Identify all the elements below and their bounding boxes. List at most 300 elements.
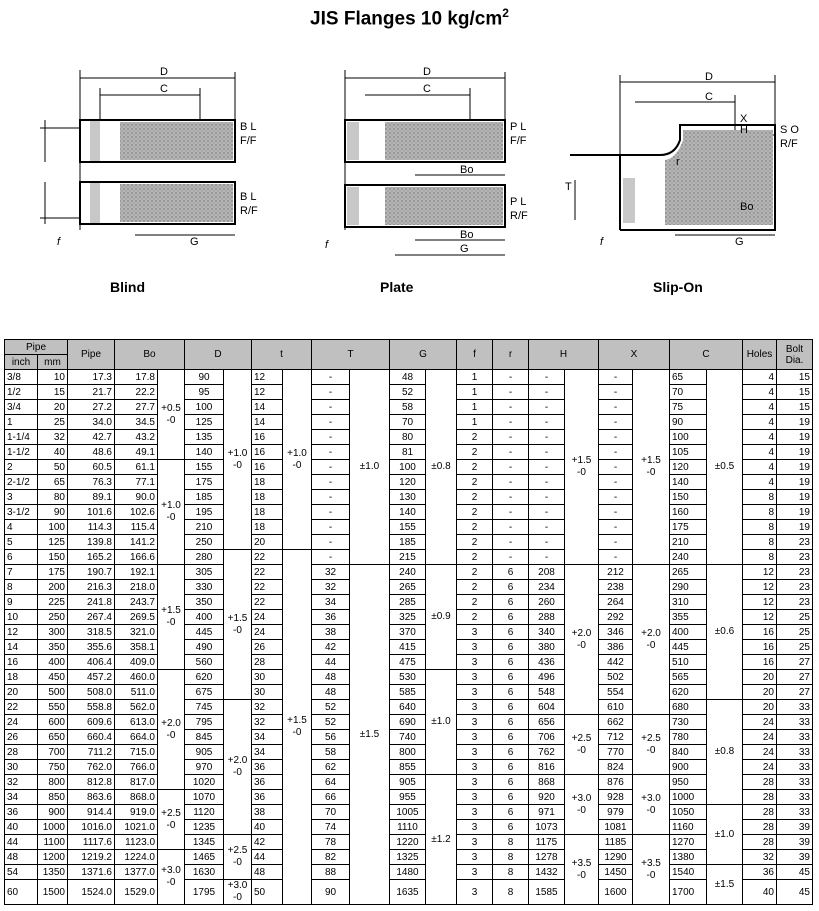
- g-cell: 690: [390, 715, 426, 730]
- h-cell: 260: [529, 595, 565, 610]
- c-tolerance: ±1.0: [707, 805, 743, 865]
- d-cell: 1465: [185, 850, 224, 865]
- r-cell: -: [493, 445, 529, 460]
- g-cell: 955: [390, 790, 426, 805]
- pipe-mm-cell: 850: [38, 790, 68, 805]
- c-cell: 400: [670, 625, 707, 640]
- t-cell: 14: [252, 415, 283, 430]
- plate-caption: Plate: [380, 279, 414, 295]
- h-cell: 920: [529, 790, 565, 805]
- h-cell: 1175: [529, 835, 565, 850]
- tt-cell: -: [312, 400, 350, 415]
- table-row: [5, 865, 813, 880]
- bo-tolerance: +1.0 -0: [158, 460, 185, 565]
- pipe-mm-cell: 1200: [38, 850, 68, 865]
- pipe-od-cell: 42.7: [68, 430, 115, 445]
- pipe-inch-cell: 36: [5, 805, 38, 820]
- d-cell: 675: [185, 685, 224, 700]
- table-row: [5, 475, 813, 490]
- pipe-od-cell: 355.6: [68, 640, 115, 655]
- header-x: X: [599, 340, 670, 370]
- d-cell: 845: [185, 730, 224, 745]
- holes-cell: 8: [743, 490, 777, 505]
- pipe-mm-cell: 32: [38, 430, 68, 445]
- pipe-mm-cell: 125: [38, 535, 68, 550]
- svg-text:X: X: [740, 113, 748, 125]
- bo-cell: 358.1: [115, 640, 158, 655]
- g-tolerance: ±0.8: [426, 370, 457, 565]
- tt-cell: 78: [312, 835, 350, 850]
- pipe-inch-cell: 4: [5, 520, 38, 535]
- t-cell: 26: [252, 640, 283, 655]
- r-cell: 6: [493, 595, 529, 610]
- g-cell: 740: [390, 730, 426, 745]
- tt-tolerance: ±1.0: [350, 370, 390, 565]
- svg-text:R/F: R/F: [240, 205, 258, 217]
- f-cell: 2: [457, 580, 493, 595]
- bolt-dia-cell: 33: [777, 730, 813, 745]
- g-cell: 58: [390, 400, 426, 415]
- g-cell: 1480: [390, 865, 426, 880]
- table-row: [5, 700, 813, 715]
- f-cell: 3: [457, 880, 493, 905]
- tt-cell: -: [312, 490, 350, 505]
- tt-cell: 32: [312, 580, 350, 595]
- bo-cell: 1377.0: [115, 865, 158, 880]
- pipe-od-cell: 60.5: [68, 460, 115, 475]
- g-cell: 81: [390, 445, 426, 460]
- c-cell: 310: [670, 595, 707, 610]
- tt-tolerance: ±1.5: [350, 565, 390, 905]
- tt-cell: 52: [312, 715, 350, 730]
- tt-cell: -: [312, 370, 350, 385]
- f-cell: 1: [457, 370, 493, 385]
- svg-text:f: f: [600, 236, 604, 248]
- x-cell: 238: [599, 580, 633, 595]
- holes-cell: 28: [743, 820, 777, 835]
- h-cell: -: [529, 490, 565, 505]
- g-cell: 1005: [390, 805, 426, 820]
- t-cell: 18: [252, 520, 283, 535]
- g-cell: 800: [390, 745, 426, 760]
- f-cell: 3: [457, 730, 493, 745]
- x-tolerance: +1.5 -0: [633, 370, 670, 565]
- table-row: [5, 640, 813, 655]
- t-cell: 24: [252, 625, 283, 640]
- d-cell: 305: [185, 565, 224, 580]
- x-cell: 1290: [599, 850, 633, 865]
- t-cell: 22: [252, 550, 283, 565]
- c-cell: 445: [670, 640, 707, 655]
- pipe-mm-cell: 500: [38, 685, 68, 700]
- pipe-inch-cell: 1-1/2: [5, 445, 38, 460]
- table-row: [5, 745, 813, 760]
- x-cell: 1600: [599, 880, 633, 905]
- svg-text:R/F: R/F: [780, 138, 798, 150]
- c-cell: 355: [670, 610, 707, 625]
- svg-text:G: G: [460, 243, 469, 255]
- f-cell: 2: [457, 520, 493, 535]
- pipe-od-cell: 241.8: [68, 595, 115, 610]
- h-cell: -: [529, 430, 565, 445]
- tt-cell: -: [312, 535, 350, 550]
- bolt-dia-cell: 25: [777, 625, 813, 640]
- g-cell: 1325: [390, 850, 426, 865]
- g-cell: 265: [390, 580, 426, 595]
- x-cell: 610: [599, 700, 633, 715]
- f-cell: 1: [457, 385, 493, 400]
- d-tolerance: +2.0 -0: [224, 700, 252, 835]
- svg-text:r: r: [676, 156, 680, 168]
- pipe-inch-cell: 26: [5, 730, 38, 745]
- f-cell: 3: [457, 865, 493, 880]
- pipe-inch-cell: 24: [5, 715, 38, 730]
- bolt-dia-cell: 23: [777, 595, 813, 610]
- c-cell: 1270: [670, 835, 707, 850]
- header-d: D: [185, 340, 252, 370]
- pipe-inch-cell: 3: [5, 490, 38, 505]
- pipe-inch-cell: 5: [5, 535, 38, 550]
- pipe-mm-cell: 15: [38, 385, 68, 400]
- svg-text:D: D: [423, 66, 431, 78]
- d-cell: 1120: [185, 805, 224, 820]
- pipe-mm-cell: 600: [38, 715, 68, 730]
- tt-cell: -: [312, 445, 350, 460]
- g-cell: 370: [390, 625, 426, 640]
- table-row: [5, 775, 813, 790]
- bo-cell: 1123.0: [115, 835, 158, 850]
- d-tolerance: +3.0 -0: [224, 880, 252, 905]
- r-cell: 6: [493, 610, 529, 625]
- d-cell: 745: [185, 700, 224, 715]
- pipe-inch-cell: 6: [5, 550, 38, 565]
- table-row: [5, 580, 813, 595]
- bo-cell: 868.0: [115, 790, 158, 805]
- bolt-dia-cell: 33: [777, 700, 813, 715]
- bo-tolerance: +1.5 -0: [158, 565, 185, 670]
- holes-cell: 8: [743, 535, 777, 550]
- tt-cell: -: [312, 520, 350, 535]
- bo-cell: 61.1: [115, 460, 158, 475]
- f-cell: 3: [457, 715, 493, 730]
- pipe-od-cell: 267.4: [68, 610, 115, 625]
- d-cell: 90: [185, 370, 224, 385]
- c-tolerance: ±1.5: [707, 865, 743, 905]
- x-tolerance: +2.0 -0: [633, 565, 670, 715]
- f-cell: 3: [457, 745, 493, 760]
- bo-tolerance: +2.0 -0: [158, 670, 185, 790]
- holes-cell: 24: [743, 715, 777, 730]
- t-cell: 38: [252, 805, 283, 820]
- bo-cell: 243.7: [115, 595, 158, 610]
- g-cell: 415: [390, 640, 426, 655]
- pipe-mm-cell: 1100: [38, 835, 68, 850]
- pipe-od-cell: 216.3: [68, 580, 115, 595]
- h-cell: -: [529, 550, 565, 565]
- r-cell: 8: [493, 865, 529, 880]
- f-cell: 3: [457, 805, 493, 820]
- x-cell: -: [599, 490, 633, 505]
- bo-cell: 27.7: [115, 400, 158, 415]
- f-cell: 3: [457, 850, 493, 865]
- tt-cell: -: [312, 505, 350, 520]
- header-c: C: [670, 340, 743, 370]
- page-title: JIS Flanges 10 $kg/cm^2$: [310, 6, 509, 30]
- pipe-inch-cell: 1/2: [5, 385, 38, 400]
- holes-cell: 28: [743, 805, 777, 820]
- c-tolerance: ±0.6: [707, 565, 743, 700]
- c-cell: 160: [670, 505, 707, 520]
- c-cell: 120: [670, 460, 707, 475]
- holes-cell: 36: [743, 865, 777, 880]
- f-cell: 3: [457, 655, 493, 670]
- r-cell: -: [493, 490, 529, 505]
- x-cell: 442: [599, 655, 633, 670]
- h-tolerance: +1.5 -0: [565, 370, 599, 565]
- c-cell: 780: [670, 730, 707, 745]
- d-cell: 175: [185, 475, 224, 490]
- svg-text:D: D: [705, 71, 713, 83]
- h-cell: -: [529, 520, 565, 535]
- svg-text:P L: P L: [510, 196, 527, 208]
- g-cell: 100: [390, 460, 426, 475]
- g-cell: 855: [390, 760, 426, 775]
- x-cell: -: [599, 385, 633, 400]
- x-cell: -: [599, 505, 633, 520]
- bolt-dia-cell: 39: [777, 835, 813, 850]
- header-g: G: [390, 340, 457, 370]
- r-cell: 6: [493, 745, 529, 760]
- pipe-inch-cell: 30: [5, 760, 38, 775]
- t-cell: 30: [252, 685, 283, 700]
- r-cell: -: [493, 535, 529, 550]
- pipe-od-cell: 190.7: [68, 565, 115, 580]
- pipe-mm-cell: 50: [38, 460, 68, 475]
- h-cell: 234: [529, 580, 565, 595]
- x-cell: -: [599, 475, 633, 490]
- x-cell: -: [599, 460, 633, 475]
- holes-cell: 4: [743, 370, 777, 385]
- pipe-mm-cell: 750: [38, 760, 68, 775]
- d-cell: 125: [185, 415, 224, 430]
- c-cell: 150: [670, 490, 707, 505]
- x-cell: 1185: [599, 835, 633, 850]
- bolt-dia-cell: 19: [777, 520, 813, 535]
- t-tolerance: +1.0 -0: [283, 370, 312, 550]
- bo-cell: 562.0: [115, 700, 158, 715]
- bolt-dia-cell: 33: [777, 790, 813, 805]
- bo-cell: 1224.0: [115, 850, 158, 865]
- x-cell: -: [599, 415, 633, 430]
- bolt-dia-cell: 19: [777, 505, 813, 520]
- t-cell: 48: [252, 865, 283, 880]
- f-cell: 3: [457, 820, 493, 835]
- header-bo: Bo: [115, 340, 185, 370]
- holes-cell: 20: [743, 700, 777, 715]
- x-cell: -: [599, 520, 633, 535]
- pipe-mm-cell: 65: [38, 475, 68, 490]
- x-cell: 1081: [599, 820, 633, 835]
- d-cell: 100: [185, 400, 224, 415]
- r-cell: -: [493, 400, 529, 415]
- f-cell: 2: [457, 565, 493, 580]
- pipe-mm-cell: 1000: [38, 820, 68, 835]
- g-cell: 240: [390, 565, 426, 580]
- holes-cell: 12: [743, 610, 777, 625]
- header-inch: inch: [5, 355, 38, 370]
- r-cell: 6: [493, 640, 529, 655]
- g-cell: 1635: [390, 880, 426, 905]
- pipe-od-cell: 609.6: [68, 715, 115, 730]
- table-row: [5, 565, 813, 580]
- f-cell: 3: [457, 640, 493, 655]
- svg-text:B L: B L: [240, 121, 257, 133]
- holes-cell: 12: [743, 595, 777, 610]
- holes-cell: 28: [743, 835, 777, 850]
- holes-cell: 16: [743, 625, 777, 640]
- r-cell: -: [493, 370, 529, 385]
- pipe-od-cell: 457.2: [68, 670, 115, 685]
- bo-cell: 511.0: [115, 685, 158, 700]
- h-cell: -: [529, 460, 565, 475]
- t-cell: 42: [252, 835, 283, 850]
- t-cell: 16: [252, 430, 283, 445]
- c-cell: 1700: [670, 880, 707, 905]
- t-cell: 34: [252, 730, 283, 745]
- bo-cell: 141.2: [115, 535, 158, 550]
- tt-cell: 64: [312, 775, 350, 790]
- t-cell: 28: [252, 655, 283, 670]
- r-cell: 6: [493, 730, 529, 745]
- f-cell: 2: [457, 595, 493, 610]
- bo-cell: 192.1: [115, 565, 158, 580]
- table-row: [5, 460, 813, 475]
- bo-cell: 34.5: [115, 415, 158, 430]
- r-cell: 8: [493, 835, 529, 850]
- pipe-mm-cell: 1350: [38, 865, 68, 880]
- tt-cell: -: [312, 385, 350, 400]
- header-pipe: Pipe: [68, 340, 115, 370]
- d-cell: 1630: [185, 865, 224, 880]
- r-cell: 6: [493, 775, 529, 790]
- svg-text:S O: S O: [780, 124, 799, 136]
- f-cell: 2: [457, 460, 493, 475]
- t-cell: 12: [252, 385, 283, 400]
- blind-flange-drawing: [35, 60, 275, 260]
- t-cell: 16: [252, 445, 283, 460]
- svg-text:G: G: [190, 236, 199, 248]
- c-cell: 1050: [670, 805, 707, 820]
- pipe-inch-cell: 40: [5, 820, 38, 835]
- c-cell: 1380: [670, 850, 707, 865]
- g-cell: 285: [390, 595, 426, 610]
- t-cell: 36: [252, 775, 283, 790]
- d-cell: 350: [185, 595, 224, 610]
- pipe-od-cell: 76.3: [68, 475, 115, 490]
- g-cell: 80: [390, 430, 426, 445]
- x-cell: 979: [599, 805, 633, 820]
- table-row: [5, 880, 813, 905]
- holes-cell: 4: [743, 430, 777, 445]
- holes-cell: 16: [743, 640, 777, 655]
- pipe-od-cell: 812.8: [68, 775, 115, 790]
- blind-caption: Blind: [110, 279, 145, 295]
- c-cell: 1540: [670, 865, 707, 880]
- g-tolerance: ±1.0: [426, 670, 457, 775]
- pipe-inch-cell: 34: [5, 790, 38, 805]
- pipe-inch-cell: 32: [5, 775, 38, 790]
- d-cell: 135: [185, 430, 224, 445]
- bo-cell: 17.8: [115, 370, 158, 385]
- h-cell: 706: [529, 730, 565, 745]
- c-cell: 620: [670, 685, 707, 700]
- r-cell: 8: [493, 880, 529, 905]
- pipe-mm-cell: 400: [38, 655, 68, 670]
- holes-cell: 8: [743, 520, 777, 535]
- pipe-mm-cell: 200: [38, 580, 68, 595]
- bolt-dia-cell: 33: [777, 775, 813, 790]
- h-tolerance: +2.5 -0: [565, 715, 599, 775]
- table-row: [5, 610, 813, 625]
- pipe-od-cell: 48.6: [68, 445, 115, 460]
- x-cell: 876: [599, 775, 633, 790]
- f-cell: 1: [457, 400, 493, 415]
- table-row: [5, 445, 813, 460]
- h-cell: 868: [529, 775, 565, 790]
- g-cell: 48: [390, 370, 426, 385]
- t-cell: 44: [252, 850, 283, 865]
- pipe-mm-cell: 550: [38, 700, 68, 715]
- bo-cell: 269.5: [115, 610, 158, 625]
- holes-cell: 4: [743, 460, 777, 475]
- d-cell: 195: [185, 505, 224, 520]
- f-cell: 2: [457, 550, 493, 565]
- pipe-mm-cell: 40: [38, 445, 68, 460]
- x-cell: 292: [599, 610, 633, 625]
- tt-cell: 66: [312, 790, 350, 805]
- g-cell: 1110: [390, 820, 426, 835]
- pipe-mm-cell: 350: [38, 640, 68, 655]
- header-h: H: [529, 340, 599, 370]
- plate-flange-drawing: [305, 60, 545, 270]
- r-cell: -: [493, 460, 529, 475]
- table-row: [5, 430, 813, 445]
- h-cell: -: [529, 415, 565, 430]
- pipe-inch-cell: 60: [5, 880, 38, 905]
- tt-cell: 44: [312, 655, 350, 670]
- h-cell: 1432: [529, 865, 565, 880]
- d-cell: 280: [185, 550, 224, 565]
- r-cell: -: [493, 520, 529, 535]
- c-cell: 1000: [670, 790, 707, 805]
- bo-cell: 115.4: [115, 520, 158, 535]
- bolt-dia-cell: 27: [777, 655, 813, 670]
- svg-text:Bo: Bo: [460, 229, 474, 241]
- tt-cell: 88: [312, 865, 350, 880]
- svg-text:C: C: [423, 83, 431, 95]
- g-cell: 585: [390, 685, 426, 700]
- g-cell: 140: [390, 505, 426, 520]
- tt-cell: 38: [312, 625, 350, 640]
- t-cell: 12: [252, 370, 283, 385]
- pipe-mm-cell: 700: [38, 745, 68, 760]
- table-row: [5, 715, 813, 730]
- header-bolt-dia: Bolt Dia.: [777, 340, 813, 370]
- h-cell: 208: [529, 565, 565, 580]
- bo-tolerance: +2.5 -0: [158, 790, 185, 850]
- table-row: [5, 490, 813, 505]
- holes-cell: 4: [743, 475, 777, 490]
